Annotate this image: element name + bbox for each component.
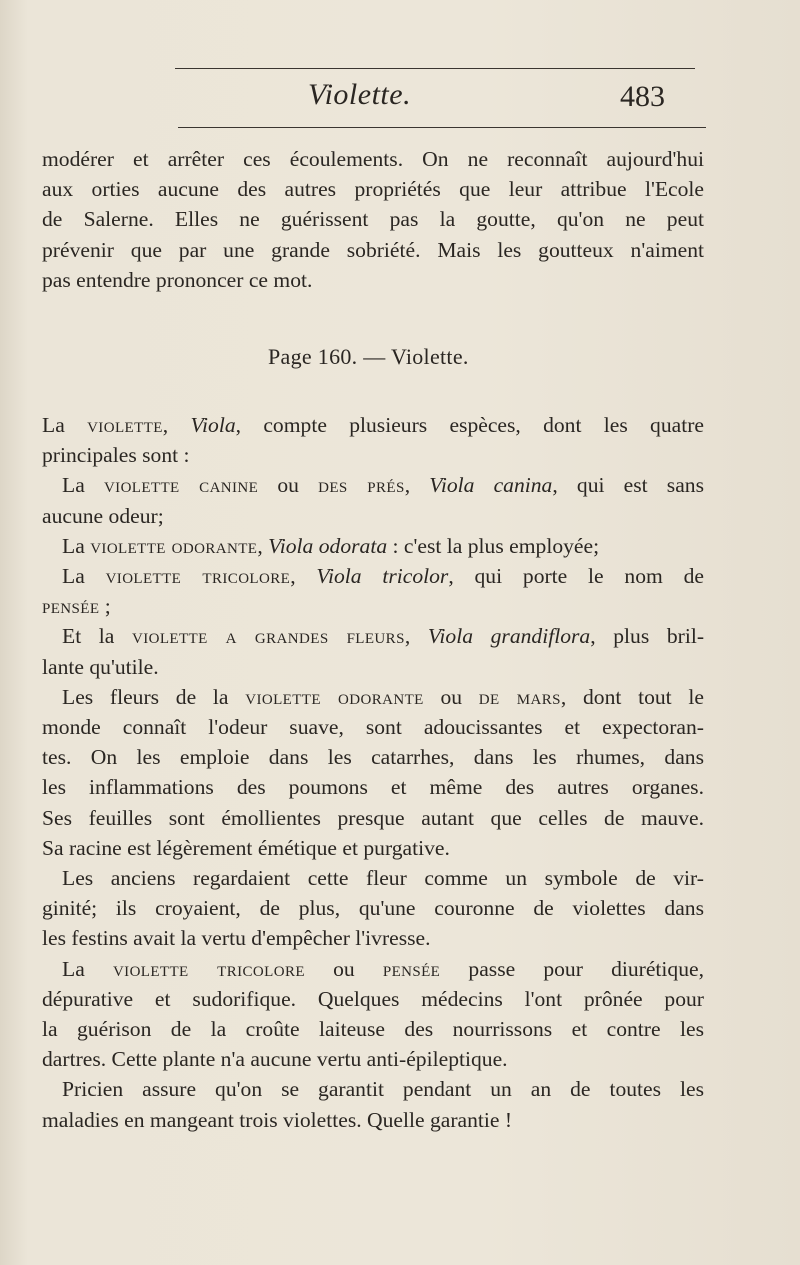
paragraph-line: La violette, Viola, compte plusieurs espèces, dont les quatre xyxy=(42,413,705,437)
text-line: pas entendre prononcer ce mot. xyxy=(42,267,313,292)
paragraph-line: dépurative et sudorifique. Quelques médecins l'ont prônée pour xyxy=(42,986,704,1011)
paragraph-line: Pricien assure qu'on se garantit pendant un an de toutes les xyxy=(62,1077,704,1102)
paragraph-line: maladies en mangeant trois violettes. Quelle garantie ! xyxy=(42,1107,513,1132)
paragraph-line: monde connaît l'odeur suave, sont adoucissantes et expectoran- xyxy=(42,715,704,740)
continued-paragraph xyxy=(42,144,704,295)
paragraph-line: lante qu'utile. xyxy=(42,654,159,679)
paragraph-line: Ses feuilles sont émollientes presque autant que celles de mauve. xyxy=(42,805,704,830)
section-heading: Page 160. — Violette. xyxy=(268,344,469,369)
paragraph-line: ginité; ils croyaient, de plus, qu'une couronne de violettes dans xyxy=(42,896,704,921)
paragraph-line: La violette canine ou des prés, Viola canina, qui est sans xyxy=(62,473,704,498)
paragraph-line: Sa racine est légèrement émétique et purgative. xyxy=(42,835,450,860)
paragraph-line: La violette odorante, Viola odorata : c'est la plus employée; xyxy=(62,533,600,558)
header-rule-top xyxy=(175,68,695,69)
paragraph-line: les festins avait la vertu d'empêcher l'ivresse. xyxy=(42,926,431,951)
header-rule-bottom xyxy=(178,127,706,128)
paragraph-line: tes. On les emploie dans les catarrhes, dans les rhumes, dans xyxy=(42,745,704,770)
paragraph-line: la guérison de la croûte laiteuse des nourrissons et contre les xyxy=(42,1017,704,1042)
paragraph-line: principales sont : xyxy=(42,443,190,468)
paragraph-line: aucune odeur; xyxy=(42,503,164,528)
violette-article xyxy=(42,410,704,1135)
paragraph-line: pensée ; xyxy=(42,594,111,619)
paragraph-line: La violette tricolore ou pensée passe pour diurétique, xyxy=(62,956,705,981)
paragraph-line: dartres. Cette plante n'a aucune vertu anti-épileptique. xyxy=(42,1047,508,1072)
running-title: Violette. xyxy=(308,78,412,111)
paragraph-line: les inflammations des poumons et même des autres organes. xyxy=(42,775,704,800)
paragraph-line: La violette tricolore, Viola tricolor, qui porte le nom de xyxy=(62,564,704,589)
paragraph-line: Les fleurs de la violette odorante ou de mars, dont tout le xyxy=(62,684,704,709)
paragraph-line: Les anciens regardaient cette fleur comme un symbole de vir- xyxy=(62,866,704,891)
text-line: modérer et arrêter ces écoulements. On ne reconnaît aujourd'hui xyxy=(42,147,704,171)
paragraph-line: Et la violette a grandes fleurs, Viola grandiflora, plus bril- xyxy=(62,624,705,649)
text-line: aux orties aucune des autres propriétés que leur attribue l'Ecole xyxy=(42,177,704,202)
text-line: prévenir que par une grande sobriété. Mais les goutteux n'aiment xyxy=(42,237,704,262)
text-line: de Salerne. Elles ne guérissent pas la goutte, qu'on ne peut xyxy=(42,207,704,232)
page-number: 483 xyxy=(620,80,665,113)
